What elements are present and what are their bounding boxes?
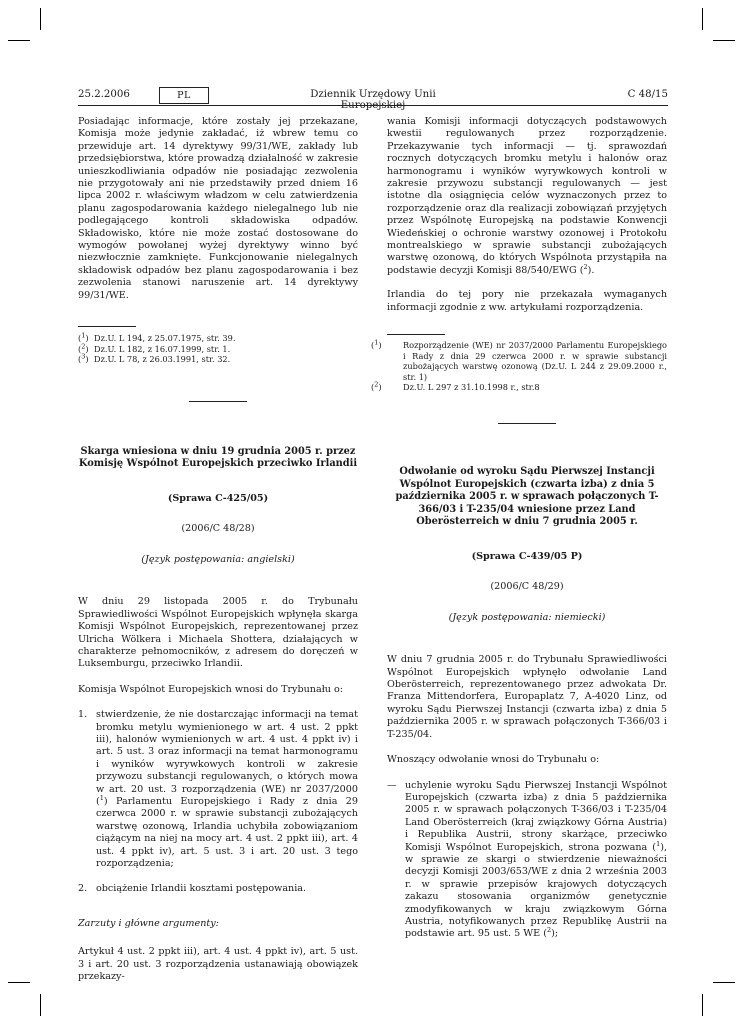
procedure-language: (Język postępowania: niemiecki) [448,611,606,623]
crop-mark [40,8,41,30]
crop-mark [702,8,703,30]
left-column [78,116,358,983]
header-date: 25.2.2006 [78,89,130,100]
list-marker: 2. [78,883,88,895]
list-marker: 1. [78,709,88,721]
body-paragraph: Komisja Wspólnot Europejskich wnosi do Trybunału o: [78,683,344,695]
case-title: Odwołanie od wyroku Sądu Pierwszej Instancji Wspólnot Europejskich (czwarta izba) z dnia 5 października 2005 r. w sprawach połączonych T-366/03 i T-235/04 wniesione przez Land Oberösterreich w dniu 7 grudnia 2005 r. [395,466,659,528]
footnote: ($^1$) Dz.U. L 194, z 25.07.1975, str. 39. [78,331,236,344]
procedure-language: (Język postępowania: angielski) [141,553,295,565]
case-number: (Sprawa C-425/05) [167,493,269,505]
continued-paragraph: wania Komisji informacji dotyczących podstawowych kwestii regulowanych przez rozporządzenie. Przekazywanie tych informacji — tj. sprawozdań rocznych dotyczących bromku metylu i halonów oraz harmonogramu i wyników wyrywkowych kontroli w zakresie przywozu substancji regulowanych — jest istotne dla osiągnięcia celów wyznaczonych przez to rozporządzenie oraz dla realizacji zobowiązań przyjętych przez Wspólnotę Europejską na podstawie Konwencji Wiedeńskiej o ochronie warstwy ozonowej i Protokołu montrealskiego w sprawie substancji zubożających warstwę ozonową, do których Wspólnota przystąpiła na podstawie decyzji Komisji 88/540/EWG ($^2$). [387,116,667,276]
header-rule [78,105,668,106]
footnote: ($^3$) Dz.U. L 78, z 26.03.1991, str. 32. [78,352,231,365]
list-item: 2. obciążenie Irlandii kosztami postępowania. [78,883,307,895]
list-marker: — [387,779,397,791]
footnote: ($^1$) Rozporządzenie (WE) nr 2037/2000 Parlamentu Europejskiego i Rady z dnia 29 czerwca 2000 r. w sprawie substancji zubożających warstwę ozonową (Dz.U. L 244 z 29.09.2000 r., str. 1) [371,338,667,382]
body-paragraph: W dniu 29 listopada 2005 r. do Trybunału Sprawiedliwości Wspólnot Europejskich wpłynęła skarga Komisji Wspólnot Europejskich, reprezentowanej przez Ulricha Wölkera i Michaela Shottera, działających w charakterze pełnomocników, z adresem do doręczeń w Luksemburgu, przeciwko Irlandii. [78,596,358,670]
right-column [371,116,667,941]
crop-mark [40,994,41,1016]
page-number: C 48/15 [627,89,668,100]
crop-mark [8,40,30,41]
body-paragraph: W dniu 7 grudnia 2005 r. do Trybunału Sprawiedliwości Wspólnot Europejskich wpłynęło odwołanie Land Oberösterreich, reprezentowanego przez adwokata Dr. Franza Mittendorfera, Europaplatz 7, A-4020 Linz, od wyroku Sądu Pierwszej Instancji (czwarta izba) z dnia 5 października 2005 r. w sprawach połączonych T-366/03 i T-235/04. [387,654,667,740]
case-number: (Sprawa C-439/05 P) [471,551,583,563]
body-paragraph: Wnoszący odwołanie wnosi do Trybunału o: [387,754,600,766]
body-paragraph: Irlandia do tej pory nie przekazała wymaganych informacji zgodnie z ww. artykułami rozporządzenia. [387,289,667,313]
crop-mark [713,40,735,41]
language-badge: PL [159,87,209,104]
case-reference: (2006/C 48/29) [490,581,564,593]
case-title: Skarga wniesiona w dniu 19 grudnia 2005 r. przez Komisję Wspólnot Europejskich przeciwko Irlandii [78,445,358,470]
footnote: ($^2$) Dz.U. L 182, z 16.07.1999, str. 1. [78,341,231,354]
footnote: ($^2$) Dz.U. L 297 z 31.10.1998 r., str.8 [371,380,540,393]
page-header [78,87,668,105]
crop-mark [713,982,735,983]
list-item: — uchylenie wyroku Sądu Pierwszej Instancji Wspólnot Europejskich (czwarta izba) z dnia 5 października 2005 r. w sprawach połączonych T-366/03 i T-235/04 Land Oberösterreich (kraj związkowy Górna Austria) i Republika Austrii, strony skarżące, przeciwko Komisji Wspólnot Europejskich, strona pozwana ($^1$), w sprawie ze skargi o stwierdzenie nieważności decyzji Komisji 2003/653/WE z dnia 2 września 2003 r. w sprawie przepisów krajowych dotyczących zakazu stosowania organizmów genetycznie zmodyfikowanych w kraju związkowym Górna Austria, notyfikowanych przez Republikę Austrii na podstawie art. 95 ust. 5 WE ($^2$); [387,779,667,940]
crop-mark [702,994,703,1016]
journal-title: Dziennik Urzędowy Unii [310,89,436,100]
pleas-heading: Zarzuty i główne argumenty: [78,917,219,929]
crop-mark [8,982,30,983]
case-reference: (2006/C 48/28) [181,523,255,535]
intro-paragraph: Posiadając informacje, które zostały jej przekazane, Komisja może jedynie zakładać, iż wbrew temu co przewiduje art. 14 dyrektywy 99/31/WE, zakłady lub przedsiębiorstwa, które prowadzą działalność w zakresie unieszkodliwiania odpadów nie posiadając zezwolenia nie przygotowały ani nie przedstawiły przed dniem 16 lipca 2002 r. właściwym władzom w celu zatwierdzenia planu zagospodarowania każdego nielegalnego lub nie podlegającego kontroli składowiska odpadów. Składowisko, które nie może zostać dostosowane do wymogów powołanej wyżej dyrektywy winno być niezwłocznie zamknięte. Funkcjonowanie nielegalnych składowisk odpadów bez planu zagospodarowania i bez zezwolenia stanowi naruszenie art. 14 dyrektywy 99/31/WE. [78,116,358,301]
list-item: 1. stwierdzenie, że nie dostarczając informacji na temat bromku metylu wymienionego w art. 4 ust. 2 ppkt iii), halonów wymienionych w art. 4 ust. 4 ppkt iv) i art. 5 ust. 3 oraz informacji na temat harmonogramu i wyników wyrywkowych kontroli w zakresie przywozu substancji regulowanych, o których mowa w art. 20 ust. 3 rozporządzenia (WE) nr 2037/2000 ($^1$) Parlamentu Europejskiego i Rady z dnia 29 czerwca 2000 r. w sprawie substancji zubożających warstwę ozonową, Irlandia uchybiła zobowiązaniom ciążącym na niej na mocy art. 4 ust. 2 ppkt iii), art. 4 ust. 4 ppkt iv), art. 5 ust. 3 i art. 20 ust. 3 tego rozporządzenia; [78,709,358,869]
body-paragraph: Artykuł 4 ust. 2 ppkt iii), art. 4 ust. 4 ppkt iv), art. 5 ust. 3 i art. 20 ust. 3 rozporządzenia ustanawiają obowiązek przekazy- [78,946,358,983]
